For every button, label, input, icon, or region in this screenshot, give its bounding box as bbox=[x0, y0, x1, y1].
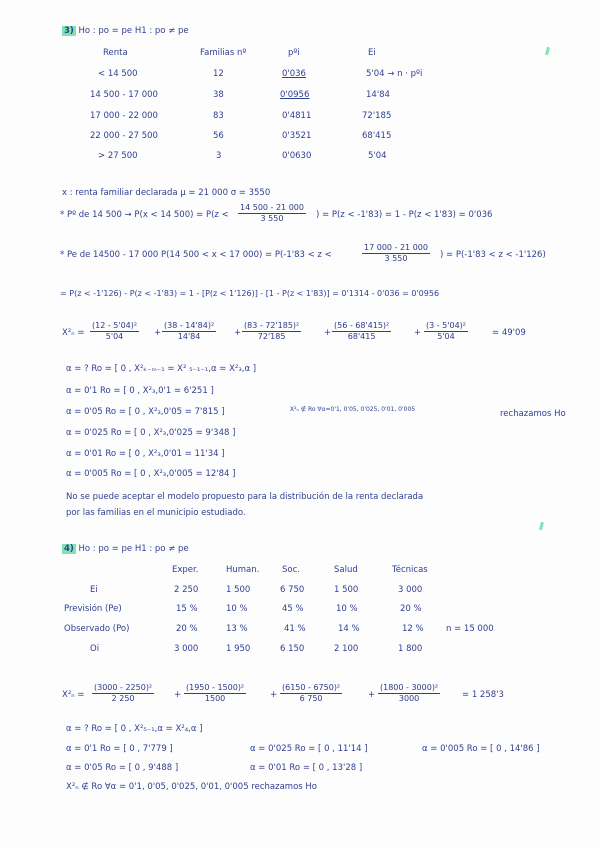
plus-sign: + bbox=[234, 328, 242, 338]
table-cell: 56 bbox=[213, 131, 224, 141]
col-header: Renta bbox=[103, 48, 128, 58]
table-cell: 1 500 bbox=[226, 585, 251, 595]
fraction bbox=[362, 243, 430, 264]
table-cell: 0'0956 bbox=[280, 90, 310, 100]
chi-term bbox=[90, 321, 139, 342]
alpha-line: α = ? Ro = [ 0 , X²ₖ₋ₘ₋₁ = X² ₅₋₁₋₁,α = X²₃,α ] bbox=[66, 364, 257, 374]
table-cell: 12 bbox=[213, 69, 224, 79]
chi-term bbox=[92, 683, 154, 704]
table-cell: 17 000 - 22 000 bbox=[90, 111, 158, 121]
table-cell: 6 150 bbox=[280, 644, 305, 654]
alpha-line: α = 0'05 Ro = [ 0 , X²₃,0'05 = 7'815 ] bbox=[66, 407, 225, 417]
chi-label: X²ₙ = bbox=[62, 690, 85, 700]
table-cell: 2 250 bbox=[174, 585, 199, 595]
plus-sign: + bbox=[270, 690, 278, 700]
alpha-line: α = 0'05 Ro = [ 0 , 9'488 ] bbox=[66, 763, 179, 773]
table-cell: 83 bbox=[213, 111, 224, 121]
fraction-denominator: 14'84 bbox=[177, 332, 201, 341]
alpha-line: α = 0'005 Ro = [ 0 , X²₃,0'005 = 12'84 ] bbox=[66, 469, 236, 479]
plus-sign: + bbox=[154, 328, 162, 338]
alpha-line: α = 0'1 Ro = [ 0 , X²₃,0'1 = 6'251 ] bbox=[66, 386, 214, 396]
calc-line: * Pº de 14 500 → P(x < 14 500) = P(z < bbox=[60, 210, 229, 220]
table-cell: 14'84 bbox=[366, 90, 390, 100]
row-label: Oi bbox=[90, 644, 100, 654]
table-cell: 0'0630 bbox=[282, 151, 312, 161]
table-cell: 14 500 - 17 000 bbox=[90, 90, 158, 100]
row-label: Previsión (Pe) bbox=[64, 604, 122, 614]
table-cell: 15 % bbox=[176, 604, 198, 614]
table-cell: 3 bbox=[216, 151, 222, 161]
fraction-numerator: (1950 - 1500)² bbox=[186, 683, 245, 692]
calc-line: ) = P(z < -1'83) = 1 - P(z < 1'83) = 0'036 bbox=[316, 210, 493, 220]
fraction-denominator: 3 550 bbox=[384, 254, 408, 263]
conclusion-line: X²ₙ ∉ Ro ∀α = 0'1, 0'05, 0'025, 0'01, 0'005 rechazamos Ho bbox=[66, 782, 318, 792]
fraction-denominator: 1500 bbox=[204, 694, 226, 703]
table-cell: 1 500 bbox=[334, 585, 359, 595]
fraction-denominator: 72'185 bbox=[257, 332, 286, 341]
col-header: Human. bbox=[226, 565, 260, 575]
col-header: pºi bbox=[288, 48, 300, 58]
chi-term bbox=[242, 321, 301, 342]
table-cell: 10 % bbox=[336, 604, 358, 614]
fraction-denominator: 3 550 bbox=[260, 214, 284, 223]
chi-term bbox=[162, 321, 216, 342]
table-cell: 6 750 bbox=[280, 585, 305, 595]
plus-sign: + bbox=[414, 328, 422, 338]
table-cell: 2 100 bbox=[334, 644, 359, 654]
fraction-numerator: (38 - 14'84)² bbox=[164, 321, 215, 330]
alpha-line: α = 0'025 Ro = [ 0 , X²₃,0'025 = 9'348 ] bbox=[66, 428, 236, 438]
fraction-numerator: 14 500 - 21 000 bbox=[240, 203, 304, 212]
alpha-line: α = 0'01 Ro = [ 0 , X²₃,0'01 = 11'34 ] bbox=[66, 449, 225, 459]
chi-term bbox=[184, 683, 246, 704]
calc-line: * Pe de 14500 - 17 000 P(14 500 < x < 17 000) = P(-1'83 < z < bbox=[60, 250, 332, 260]
chi-term bbox=[332, 321, 391, 342]
hypotheses: Ho : po = pe H1 : po ≠ pe bbox=[78, 26, 189, 36]
plus-sign: + bbox=[174, 690, 182, 700]
side-conclusion: rechazamos Ho bbox=[500, 409, 566, 419]
side-note: X²ₙ ∉ Ro ∀α=0'1, 0'05, 0'025, 0'01, 0'005 bbox=[290, 406, 416, 413]
fraction-numerator: (1800 - 3000)² bbox=[380, 683, 439, 692]
alpha-line: α = 0'01 Ro = [ 0 , 13'28 ] bbox=[250, 763, 363, 773]
hypotheses: Ho : po = pe H1 : po ≠ pe bbox=[78, 544, 189, 554]
fraction-denominator: 5'04 bbox=[437, 332, 455, 341]
conclusion-line: por las familias en el municipio estudiado. bbox=[66, 508, 246, 518]
table-cell: 12 % bbox=[402, 624, 424, 634]
table-cell: > 27 500 bbox=[98, 151, 138, 161]
fraction-numerator: (6150 - 6750)² bbox=[282, 683, 341, 692]
fraction-denominator: 3000 bbox=[398, 694, 420, 703]
table-cell: 72'185 bbox=[362, 111, 392, 121]
fraction-numerator: 17 000 - 21 000 bbox=[364, 243, 428, 252]
table-cell: 45 % bbox=[282, 604, 304, 614]
alpha-line: α = 0'1 Ro = [ 0 , 7'779 ] bbox=[66, 744, 173, 754]
table-cell: 38 bbox=[213, 90, 224, 100]
table-cell: 3 000 bbox=[398, 585, 423, 595]
problem-3-header bbox=[62, 26, 189, 37]
table-cell: 5'04 → n · pºi bbox=[366, 69, 423, 79]
fraction bbox=[238, 203, 306, 224]
fraction-denominator: 68'415 bbox=[347, 332, 376, 341]
table-cell: < 14 500 bbox=[98, 69, 138, 79]
table-cell: 13 % bbox=[226, 624, 248, 634]
highlighter-mark bbox=[545, 47, 550, 56]
calc-line: ) = P(-1'83 < z < -1'126) bbox=[440, 250, 546, 260]
conclusion-line: No se puede aceptar el modelo propuesto para la distribución de la renta declarada bbox=[66, 492, 424, 502]
plus-sign: + bbox=[324, 328, 332, 338]
problem-number: 4) bbox=[64, 544, 74, 554]
chi-term bbox=[378, 683, 440, 704]
fraction-denominator: 5'04 bbox=[105, 332, 124, 341]
col-header: Exper. bbox=[172, 565, 199, 575]
table-cell: 20 % bbox=[400, 604, 422, 614]
fraction-numerator: (83 - 72'185)² bbox=[244, 321, 300, 330]
variable-definition: x : renta familiar declarada μ = 21 000 σ = 3550 bbox=[62, 188, 271, 198]
plus-sign: + bbox=[368, 690, 376, 700]
alpha-line: α = ? Ro = [ 0 , X²₅₋₁,α = X²₄,α ] bbox=[66, 724, 203, 734]
alpha-line: α = 0'005 Ro = [ 0 , 14'86 ] bbox=[422, 744, 540, 754]
sample-size-note: n = 15 000 bbox=[446, 624, 494, 634]
table-cell: 14 % bbox=[338, 624, 360, 634]
fraction-denominator: 2 250 bbox=[111, 694, 135, 703]
fraction-numerator: (56 - 68'415)² bbox=[334, 321, 390, 330]
chi-label: X²ₙ = bbox=[62, 328, 85, 338]
alpha-line: α = 0'025 Ro = [ 0 , 11'14 ] bbox=[250, 744, 368, 754]
table-cell: 41 % bbox=[284, 624, 306, 634]
fraction-numerator: (12 - 5'04)² bbox=[92, 321, 138, 330]
highlighter-mark bbox=[539, 522, 544, 531]
table-cell: 20 % bbox=[176, 624, 198, 634]
calc-line: = P(z < -1'126) - P(z < -1'83) = 1 - [P(z < 1'126)] - [1 - P(z < 1'83)] = 0'1314 - 0'036 = 0'0956 bbox=[60, 289, 440, 298]
table-cell: 1 950 bbox=[226, 644, 251, 654]
table-cell: 10 % bbox=[226, 604, 248, 614]
fraction-denominator: 6 750 bbox=[299, 694, 323, 703]
table-cell: 68'415 bbox=[362, 131, 392, 141]
chi-term bbox=[280, 683, 342, 704]
table-cell: 0'036 bbox=[282, 69, 306, 79]
problem-4-header bbox=[62, 544, 189, 555]
chi-term bbox=[424, 321, 468, 342]
table-cell: 0'3521 bbox=[282, 131, 312, 141]
table-cell: 22 000 - 27 500 bbox=[90, 131, 158, 141]
col-header: Soc. bbox=[282, 565, 300, 575]
row-label: Observado (Po) bbox=[64, 624, 130, 634]
table-cell: 1 800 bbox=[398, 644, 423, 654]
row-label: Ei bbox=[90, 585, 98, 595]
fraction-numerator: (3000 - 2250)² bbox=[94, 683, 153, 692]
problem-number: 3) bbox=[64, 26, 74, 36]
table-cell: 5'04 bbox=[368, 151, 387, 161]
col-header: Familias nº bbox=[200, 48, 247, 58]
chi-result: = 1 258'3 bbox=[462, 690, 504, 700]
col-header: Salud bbox=[334, 565, 358, 575]
col-header: Técnicas bbox=[392, 565, 428, 575]
table-cell: 0'4811 bbox=[282, 111, 312, 121]
fraction-numerator: (3 - 5'04)² bbox=[426, 321, 466, 330]
chi-result: = 49'09 bbox=[492, 328, 526, 338]
table-cell: 3 000 bbox=[174, 644, 199, 654]
col-header: Ei bbox=[368, 48, 376, 58]
